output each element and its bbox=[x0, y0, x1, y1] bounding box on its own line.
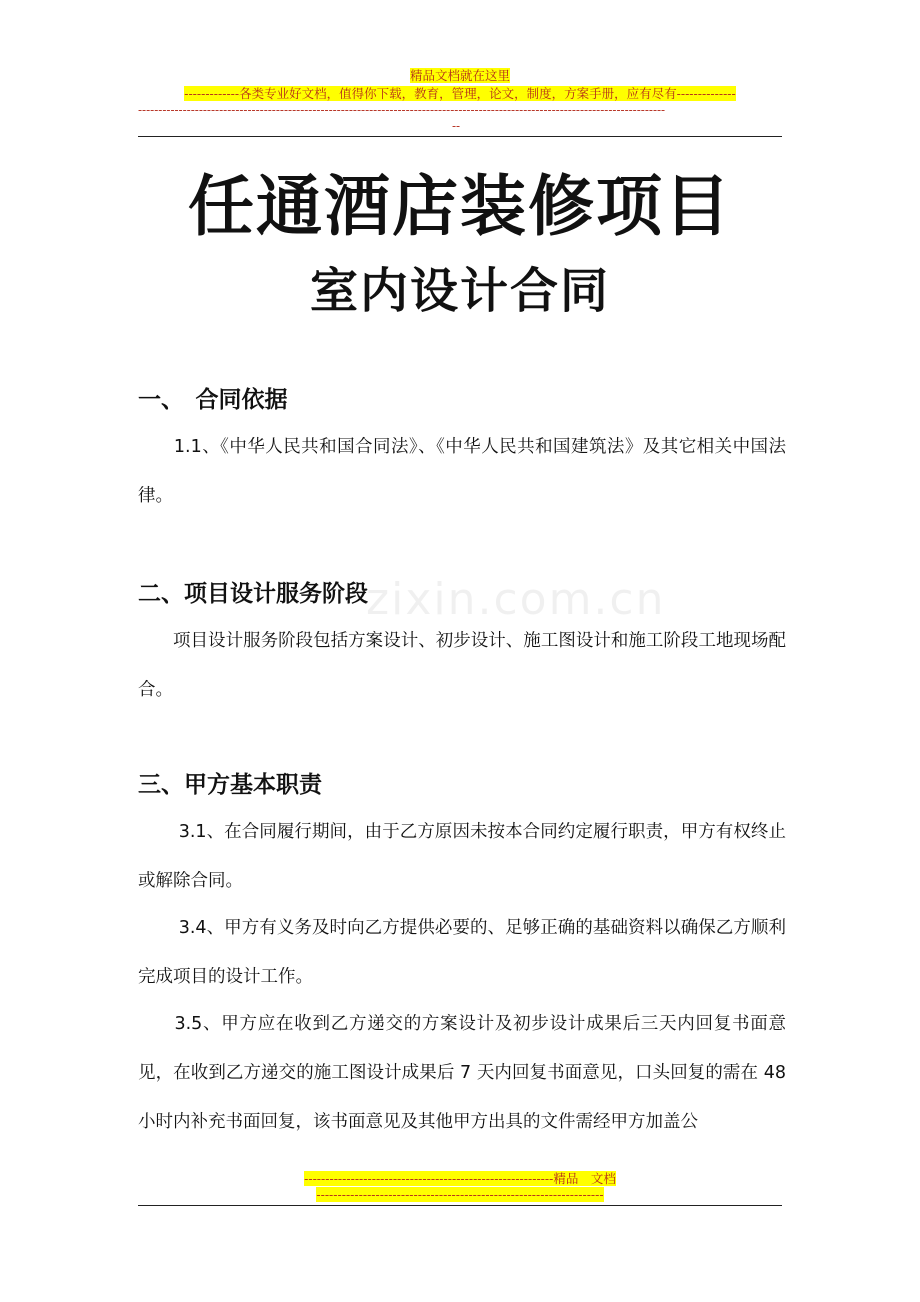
footer-dash-line: -------------------------------------------------------------------- bbox=[316, 1187, 604, 1202]
section-heading-2: 二、项目设计服务阶段 bbox=[138, 581, 368, 607]
footer-rule bbox=[138, 1205, 782, 1206]
header-tagline: 精品文档就在这里 bbox=[409, 68, 510, 83]
section-heading-3: 三、甲方基本职责 bbox=[138, 772, 322, 798]
section-3-paragraph-3: 3.5、甲方应在收到乙方递交的方案设计及初步设计成果后三天内回复书面意见，在收到乙方递交的施工图设计成果后 7 天内回复书面意见，口头回复的需在 48 小时内补充书面回复，该书面意见及其他甲方出具的文件需经甲方加盖公 bbox=[138, 1014, 786, 1132]
section-heading-1: 一、 合同依据 bbox=[138, 387, 288, 413]
section-3-paragraph-2: 3.4、甲方有义务及时向乙方提供必要的、足够正确的基础资料以确保乙方顺利完成项目的设计工作。 bbox=[138, 918, 786, 987]
header-dash-line: ---------------------------------------------------------------------------------------------------------------------------------- bbox=[138, 103, 666, 117]
header-dash-tail: -- bbox=[452, 119, 461, 133]
document-subtitle: 室内设计合同 bbox=[309, 263, 610, 319]
header-banner: -------------各类专业好文档，值得你下载，教育，管理，论文，制度，方案手册，应有尽有-------------- bbox=[184, 86, 736, 101]
section-3-paragraph-1: 3.1、在合同履行期间，由于乙方原因未按本合同约定履行职责，甲方有权终止或解除合同。 bbox=[138, 822, 786, 891]
footer-banner: -----------------------------------------------------------精品 文档 bbox=[304, 1171, 616, 1186]
section-1-paragraph-1: 1.1、《中华人民共和国合同法》、《中华人民共和国建筑法》及其它相关中国法律。 bbox=[138, 437, 786, 506]
watermark: zixin.com.cn bbox=[366, 574, 666, 625]
header-rule bbox=[138, 136, 782, 137]
section-2-paragraph-1: 项目设计服务阶段包括方案设计、初步设计、施工图设计和施工阶段工地现场配合。 bbox=[138, 631, 786, 700]
document-title: 任通酒店装修项目 bbox=[188, 168, 732, 245]
